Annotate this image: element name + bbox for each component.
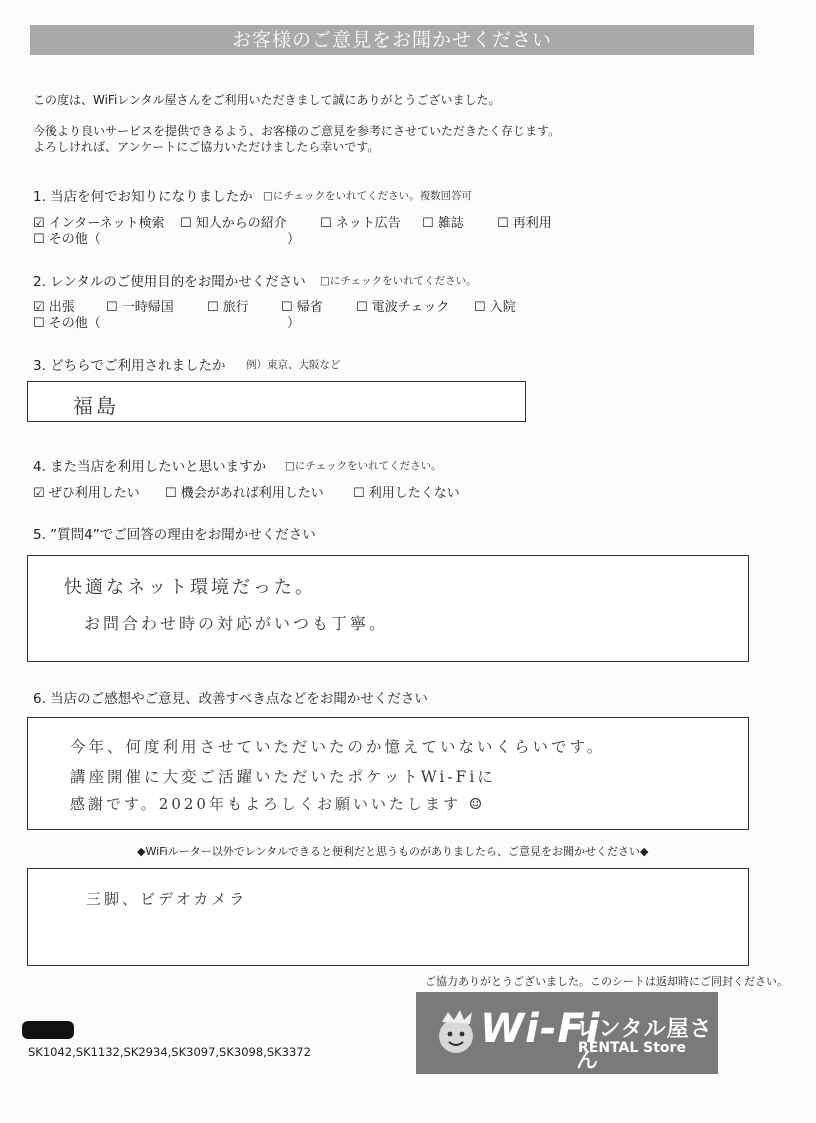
question-6-title: 6. 当店のご感想やご意見、改善すべき点などをお聞かせください (33, 691, 428, 707)
q2-option-business-trip[interactable]: ☑ 出張 (33, 300, 75, 315)
question-3-note: 例）東京、大阪など (246, 359, 341, 371)
q1-other-close: ） (287, 232, 301, 247)
q2-option-signal-check[interactable]: ☐ 電波チェック (356, 300, 450, 315)
intro-line-2: 今後より良いサービスを提供できるよう、お客様のご意見を参考にさせていただきたく存じます。 (33, 124, 561, 138)
question-6-answer-line-1: 今年、何度利用させていただいたのか憶えていないくらいです。 (70, 738, 606, 756)
mascot-icon (434, 1008, 478, 1056)
q1-option-other[interactable]: ☐ その他（ (33, 232, 101, 247)
question-2-note: □にチェックをいれてください。 (320, 275, 477, 287)
q4-option-no[interactable]: ☐ 利用したくない (353, 486, 460, 501)
question-7-prompt: ◆WiFiルーター以外でレンタルできると便利だと思うものがありましたら、ご意見をお聞かせください◆ (137, 845, 649, 858)
q1-option-internet-search[interactable]: ☑ インターネット検索 (33, 216, 165, 231)
page-title: お客様のご意見をお聞かせください (30, 25, 754, 55)
intro-line-1: この度は、WiFiレンタル屋さんをご利用いただきまして誠にありがとうございました。 (33, 93, 501, 107)
q1-option-acquaintance[interactable]: ☐ 知人からの紹介 (180, 216, 287, 231)
question-5-answer-line-2: お問合わせ時の対応がいつも丁寧。 (84, 614, 389, 633)
question-7-answer: 三脚、ビデオカメラ (86, 890, 248, 908)
question-4-title: 4. また当店を利用したいと思いますか (33, 459, 267, 475)
q1-option-magazine[interactable]: ☐ 雑誌 (422, 216, 464, 231)
question-5-answer-box[interactable] (27, 555, 749, 662)
redaction-mark (22, 1021, 74, 1039)
q4-option-definitely[interactable]: ☑ ぜひ利用したい (33, 486, 140, 501)
product-codes: SK1042,SK1132,SK2934,SK3097,SK3098,SK3372 (28, 1045, 311, 1059)
question-4-note: □にチェックをいれてください。 (285, 460, 442, 472)
question-2-title: 2. レンタルのご使用目的をお聞かせください (33, 274, 306, 290)
question-1-title: 1. 当店を何でお知りになりましたか (33, 189, 253, 205)
q2-other-close: ） (287, 316, 301, 331)
q1-option-net-ad[interactable]: ☐ ネット広告 (320, 216, 401, 231)
q2-option-hospital[interactable]: ☐ 入院 (474, 300, 516, 315)
q2-option-homecoming[interactable]: ☐ 帰省 (281, 300, 323, 315)
q4-option-if-chance[interactable]: ☐ 機会があれば利用したい (165, 486, 324, 501)
intro-line-3: よろしければ、アンケートにご協力いただけましたら幸いです。 (33, 140, 380, 154)
q1-option-reuse[interactable]: ☐ 再利用 (497, 216, 552, 231)
question-5-answer-line-1: 快適なネット環境だった。 (64, 577, 316, 598)
q2-option-temporary-return[interactable]: ☐ 一時帰国 (106, 300, 174, 315)
question-3-title: 3. どちらでご利用されましたか (33, 358, 226, 374)
footer-thanks: ご協力ありがとうございました。このシートは返却時にご同封ください。 (425, 975, 788, 988)
question-6-answer-line-2: 講座開催に大変ご活躍いただいたポケットWi-Fiに (70, 768, 496, 786)
question-3-answer: 福島 (73, 394, 119, 418)
question-6-answer-box[interactable] (27, 717, 749, 830)
question-5-title: 5. ”質問4”でご回答の理由をお聞かせください (33, 527, 316, 543)
question-7-answer-box[interactable] (27, 868, 749, 966)
logo-jp-text: レンタル屋さん (576, 1017, 713, 1073)
q2-option-travel[interactable]: ☐ 旅行 (207, 300, 249, 315)
brand-logo (416, 992, 718, 1074)
question-3-answer-box[interactable] (27, 381, 526, 422)
logo-en-text: RENTAL Store (578, 1040, 686, 1056)
question-6-answer-line-3: 感謝です。2020年もよろしくお願いいたします ☺ (70, 795, 486, 813)
logo-wifi-text: Wi-Fi (480, 1006, 601, 1052)
question-1-note: □にチェックをいれてください。複数回答可 (263, 190, 473, 202)
q2-option-other[interactable]: ☐ その他（ (33, 316, 101, 331)
